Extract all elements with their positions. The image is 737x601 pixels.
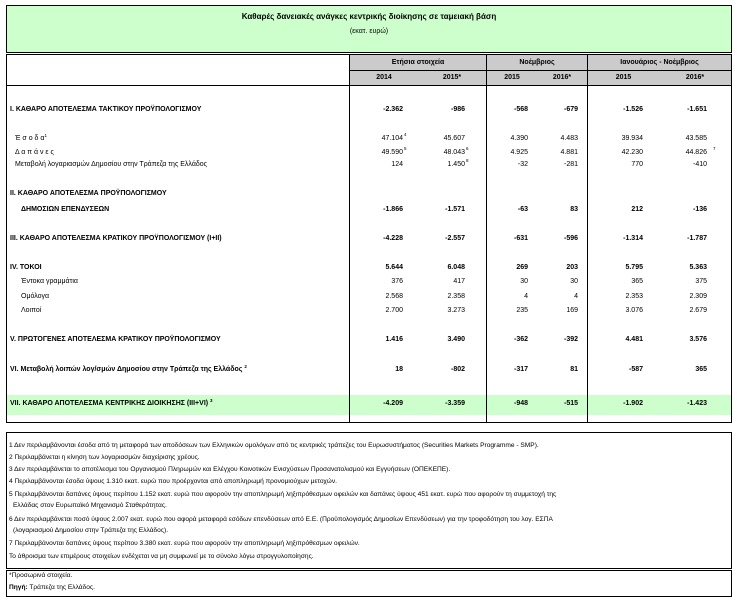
value-cell: -948 xyxy=(513,400,528,407)
value-cell: -3.359 xyxy=(445,400,465,407)
value-cell: -802 xyxy=(450,366,465,373)
value-cell: 4.925 xyxy=(510,149,528,156)
data-table xyxy=(6,54,732,423)
value-cell: 2.679 xyxy=(689,307,707,314)
value-cell: 4.481 xyxy=(625,336,643,343)
value-cell: 30 xyxy=(520,278,528,285)
value-cell: 44.826 xyxy=(685,149,707,156)
value-cell: -4.228 xyxy=(383,235,403,242)
header-divider xyxy=(7,85,731,86)
value-cell: -392 xyxy=(563,336,578,343)
value-cell: 169 xyxy=(566,307,578,314)
footnote-marker: 4 xyxy=(404,132,407,137)
source-label: Πηγή: xyxy=(9,584,28,591)
value-cell: 2.309 xyxy=(689,293,707,300)
row-label: III. ΚΑΘΑΡΟ ΑΠΟΤΕΛΕΣΜΑ ΚΡΑΤΙΚΟΥ ΠΡΟΫΠΟΛΟΓΙΣΜΟΥ (I+II) xyxy=(10,235,222,242)
value-cell: -281 xyxy=(563,161,578,168)
value-cell: -136 xyxy=(692,206,707,213)
value-cell: -596 xyxy=(563,235,578,242)
value-cell: 42.230 xyxy=(621,149,643,156)
value-cell: 365 xyxy=(631,278,643,285)
row-label: Ομόλογα xyxy=(21,293,50,300)
year-header: 2015* xyxy=(442,74,462,81)
value-cell: 3.076 xyxy=(625,307,643,314)
page xyxy=(6,5,732,595)
col-divider xyxy=(349,55,350,422)
value-cell: 212 xyxy=(631,206,643,213)
row-label-continued: ΔΗΜΟΣΙΩΝ ΕΠΕΝΔΥΣΕΩΝ xyxy=(21,206,110,213)
row-label: Δ α π ά ν ε ς xyxy=(15,149,54,156)
source-line xyxy=(9,584,95,591)
year-header: 2014 xyxy=(376,74,392,81)
footnote: 7 Περιλαμβάνονται δαπάνες ύψους περίπου 3.380 εκατ. ευρώ που αφορούν την αποπληρωμή ληξιπρόθεσμων οφειλών. xyxy=(9,540,360,547)
value-cell: 1.416 xyxy=(385,336,403,343)
value-cell: 203 xyxy=(566,264,578,271)
value-cell: 5.363 xyxy=(689,264,707,271)
value-cell: -63 xyxy=(517,206,528,213)
value-cell: 376 xyxy=(391,278,403,285)
value-cell: 124 xyxy=(391,161,403,168)
value-cell: -568 xyxy=(513,106,528,113)
year-header: 2016* xyxy=(552,74,572,81)
value-cell: 365 xyxy=(695,366,707,373)
value-cell: 3.576 xyxy=(689,336,707,343)
footnote: 3 Δεν περιλαμβάνεται το αποτέλεσμα του Οργανισμού Πληρωμών και Ελέγχου Κοινοτικών Ενισχύσεων Προσανατολισμού και Εγγυήσεων (ΟΠΕΚΕΠΕ). xyxy=(9,466,451,473)
value-cell: 4.390 xyxy=(510,135,528,142)
source-text: Τράπεζα της Ελλάδος. xyxy=(29,584,95,591)
group-header-november: Νοέμβριος xyxy=(519,59,555,66)
provisional-note: *Προσωρινά στοιχεία. xyxy=(9,572,73,579)
row-label: IV. ΤΟΚΟΙ xyxy=(10,264,42,271)
value-cell: 2.358 xyxy=(447,293,465,300)
value-cell: 4.483 xyxy=(560,135,578,142)
group-header-jan-nov: Ιανουάριος - Νοέμβριος xyxy=(620,59,699,66)
value-cell: 1.450 xyxy=(447,161,465,168)
value-cell: 375 xyxy=(695,278,707,285)
source-panel xyxy=(6,570,732,597)
value-cell: 45.607 xyxy=(443,135,465,142)
value-cell: 5.795 xyxy=(625,264,643,271)
footnote: 5 Περιλαμβάνονται δαπάνες ύψους περίπου 1.152 εκατ. ευρώ που αφορούν την αποπληρωμή ληξιπρόθεσμων οφειλών και δαπάνες ύψους 451 εκατ. ευρώ που αφορούν τη συμμετοχή της xyxy=(9,491,557,498)
value-cell: 43.585 xyxy=(685,135,707,142)
value-cell: -2.362 xyxy=(383,106,403,113)
value-cell: 235 xyxy=(516,307,528,314)
value-cell: 5.644 xyxy=(385,264,403,271)
value-cell: -4.209 xyxy=(383,400,403,407)
row-label: VII. ΚΑΘΑΡΟ ΑΠΟΤΕΛΕΣΜΑ ΚΕΝΤΡΙΚΗΣ ΔΙΟΙΚΗΣΗΣ (III+VI) $^3$ xyxy=(10,398,213,407)
row-label: II. ΚΑΘΑΡΟ ΑΠΟΤΕΛΕΣΜΑ ΠΡΟΫΠΟΛΟΓΙΣΜΟΥ xyxy=(10,190,167,197)
footnote-marker: 7 xyxy=(713,146,716,151)
row-label: Έ σ ο δ $\alpha^1$ xyxy=(15,133,47,142)
value-cell: -679 xyxy=(563,106,578,113)
footnote-marker: 6 xyxy=(466,146,469,151)
value-cell: -631 xyxy=(513,235,528,242)
footnote-continued: Ελλάδας στον Ευρωπαϊκό Μηχανισμό Σταθερότητας. xyxy=(13,502,167,509)
value-cell: 4 xyxy=(524,293,528,300)
value-cell: -1.314 xyxy=(623,235,643,242)
value-cell: -1.526 xyxy=(623,106,643,113)
row-label: Έντοκα γραμμάτια xyxy=(21,278,78,285)
footnote-marker: 5 xyxy=(404,146,407,151)
table-title: Καθαρές δανειακές ανάγκες κεντρικής διοίκησης σε ταμειακή βάση xyxy=(241,12,497,21)
rounding-note: Το άθροισμα των επιμέρους στοιχείων ενδέχεται να μη συμφωνεί με το σύνολο λόγω στρογγυλοποίησης. xyxy=(9,553,314,560)
footnote: 2 Περιλαμβάνεται η κίνηση των λογαριασμών διαχείρισης χρέους. xyxy=(9,454,200,461)
row-label: I. ΚΑΘΑΡΟ ΑΠΟΤΕΛΕΣΜΑ ΤΑΚΤΙΚΟΥ ΠΡΟΫΠΟΛΟΓΙΣΜΟΥ xyxy=(10,106,202,113)
footnote-continued: (λογαριασμού Δημοσίου στην Τράπεζα της Ελλάδος). xyxy=(13,527,169,534)
value-cell: -1.902 xyxy=(623,400,643,407)
value-cell: -1.866 xyxy=(383,206,403,213)
value-cell: -1.571 xyxy=(445,206,465,213)
value-cell: 3.273 xyxy=(447,307,465,314)
footnote-marker: 8 xyxy=(466,158,469,163)
value-cell: 2.568 xyxy=(385,293,403,300)
value-cell: 83 xyxy=(570,206,578,213)
header-divider xyxy=(350,70,731,71)
value-cell: 6.048 xyxy=(447,264,465,271)
value-cell: 18 xyxy=(395,366,403,373)
value-cell: 47.104 xyxy=(381,135,403,142)
value-cell: 30 xyxy=(570,278,578,285)
value-cell: -317 xyxy=(513,366,528,373)
value-cell: -986 xyxy=(450,106,465,113)
value-cell: 770 xyxy=(631,161,643,168)
value-cell: -515 xyxy=(563,400,578,407)
table-subtitle: (εκατ. ευρώ) xyxy=(349,28,389,35)
value-cell: 3.490 xyxy=(447,336,465,343)
row-label: Λοιποί xyxy=(21,307,42,314)
footnote: 4 Περιλαμβάνονται έσοδα ύψους 1.310 εκατ. ευρώ που προέρχονται από αποπληρωμή προνομιούχων μετοχών. xyxy=(9,478,337,485)
year-header: 2015 xyxy=(504,74,520,81)
value-cell: 2.700 xyxy=(385,307,403,314)
value-cell: -410 xyxy=(692,161,707,168)
title-panel xyxy=(6,5,732,53)
value-cell: 417 xyxy=(453,278,465,285)
value-cell: -1.651 xyxy=(687,106,707,113)
value-cell: -2.557 xyxy=(445,235,465,242)
value-cell: 39.934 xyxy=(621,135,643,142)
row-label: Μεταβολή λογαριασμών Δημοσίου στην Τράπεζα της Ελλάδος xyxy=(15,161,208,168)
value-cell: -32 xyxy=(517,161,528,168)
value-cell: 81 xyxy=(570,366,578,373)
year-header: 2015 xyxy=(615,74,632,81)
year-header: 2016* xyxy=(685,74,705,81)
value-cell: 48.043 xyxy=(443,149,465,156)
value-cell: -587 xyxy=(628,366,643,373)
value-cell: 269 xyxy=(516,264,528,271)
row-label: VI. Μεταβολή λοιπών λογ/σμών Δημοσίου στην Τράπεζα της Ελλάδος $^2$ xyxy=(10,364,247,373)
footnote: 6 Δεν περιλαμβάνεται ποσό ύψους 2.007 εκατ. ευρώ που αφορά μεταφορά εσόδων επενδύσεων από Ε.Ε. (Προϋπολογισμός Δημοσίων Επενδύσεων) για την τροφοδότηση του λογ. ΕΣΠΑ xyxy=(9,516,553,523)
group-header-annual: Ετήσια στοιχεία xyxy=(391,59,445,66)
value-cell: 49.590 xyxy=(381,149,403,156)
col-divider xyxy=(587,55,588,422)
footnote: 1 Δεν περιλαμβάνονται έσοδα από τη μεταφορά των αποδόσεων των Ελληνικών ομολόγων από τις κεντρικές τράπεζες του Ευρωσυστήματος (Securities Markets Programme - SMP). xyxy=(9,442,539,449)
value-cell: 2.353 xyxy=(625,293,643,300)
footnotes-panel xyxy=(6,432,732,569)
value-cell: -1.787 xyxy=(687,235,707,242)
row-label: V. ΠΡΩΤΟΓΕΝΕΣ ΑΠΟΤΕΛΕΣΜΑ ΚΡΑΤΙΚΟΥ ΠΡΟΫΠΟΛΟΓΙΣΜΟΥ xyxy=(10,336,221,343)
value-cell: -362 xyxy=(513,336,528,343)
value-cell: -1.423 xyxy=(687,400,707,407)
value-cell: 4.881 xyxy=(560,149,578,156)
value-cell: 4 xyxy=(574,293,578,300)
